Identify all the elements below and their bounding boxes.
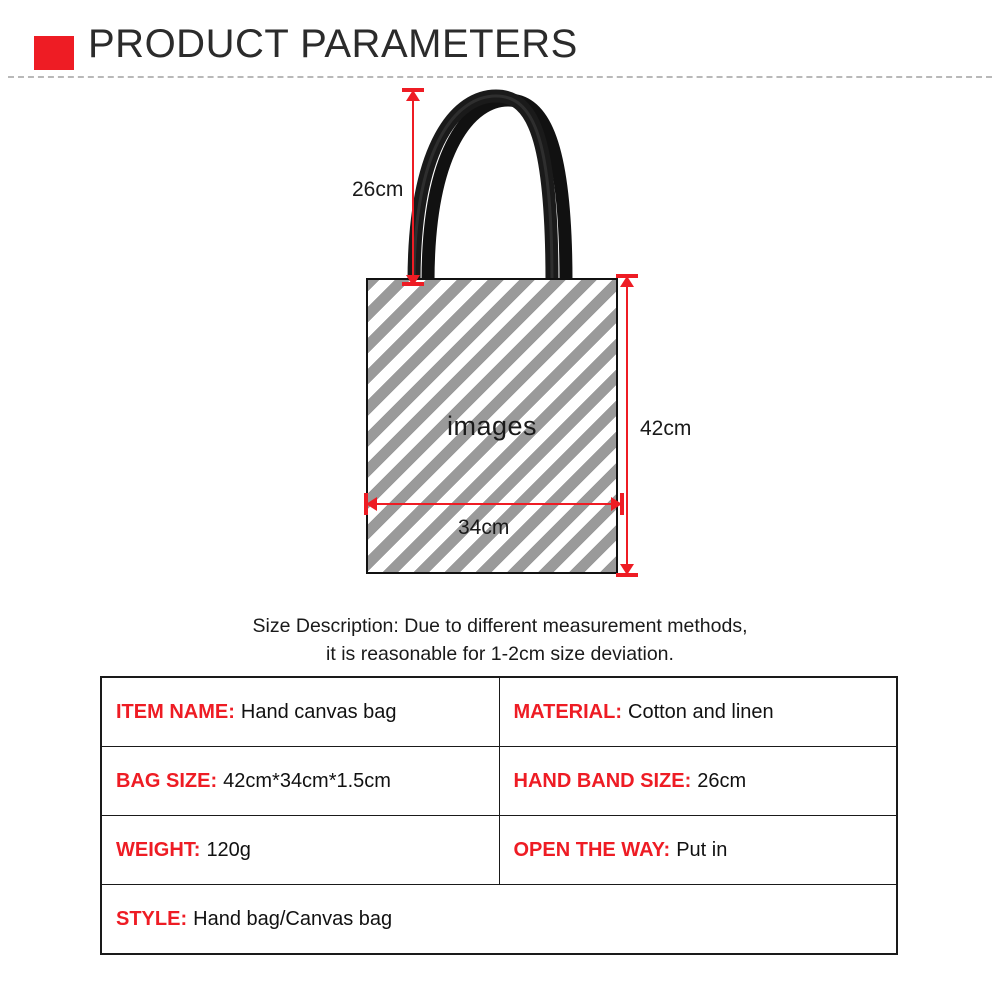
spec-key-item-name: ITEM NAME: (116, 700, 235, 723)
handle-measure-cap-bottom (402, 282, 424, 286)
table-row (101, 816, 897, 885)
spec-key-weight: WEIGHT: (116, 838, 201, 861)
table-row (101, 747, 897, 816)
red-square-marker-icon (34, 36, 74, 70)
spec-value-open-the-way: Put in (676, 838, 728, 861)
spec-value-hand-band-size: 26cm (697, 769, 747, 792)
handle-measure-cap-top (402, 88, 424, 92)
page-header (0, 0, 1000, 78)
page-title: PRODUCT PARAMETERS (88, 22, 578, 66)
spec-cell-weight (101, 816, 499, 885)
spec-value-bag-size: 42cm*34cm*1.5cm (223, 769, 391, 792)
width-measure-label: 34cm (458, 516, 510, 539)
bag-print-label: images (446, 410, 538, 441)
spec-key-open-the-way: OPEN THE WAY: (513, 838, 671, 861)
width-measure-cap-right (620, 493, 624, 515)
spec-value-item-name: Hand canvas bag (240, 700, 397, 723)
spec-value-weight: 120g (206, 838, 251, 861)
bag-handle-illustration (400, 86, 590, 286)
spec-cell-style (101, 885, 897, 955)
handle-measure-line (412, 98, 414, 286)
spec-value-style: Hand bag/Canvas bag (193, 907, 393, 930)
height-measure-label: 42cm (640, 417, 692, 440)
size-description-line-2: it is reasonable for 1-2cm size deviation. (326, 643, 674, 665)
width-measure-line (374, 503, 618, 505)
spec-cell-hand-band-size (499, 747, 897, 816)
size-description-line-1: Size Description: Due to different measurement methods, (252, 615, 748, 637)
spec-key-bag-size: BAG SIZE: (116, 769, 218, 792)
spec-cell-item-name (101, 677, 499, 747)
spec-value-material: Cotton and linen (628, 700, 774, 723)
handle-measure-label: 26cm (352, 178, 404, 201)
table-row (101, 885, 897, 955)
spec-key-hand-band-size: HAND BAND SIZE: (513, 769, 692, 792)
spec-cell-material (499, 677, 897, 747)
height-measure-line (626, 284, 628, 574)
height-measure-cap-bottom (616, 573, 638, 577)
spec-cell-open-the-way (499, 816, 897, 885)
width-measure-cap-left (364, 493, 368, 515)
size-description (0, 612, 1000, 668)
spec-key-material: MATERIAL: (513, 700, 622, 723)
spec-cell-bag-size (101, 747, 499, 816)
product-diagram (0, 78, 1000, 618)
spec-table (100, 676, 898, 955)
spec-key-style: STYLE: (116, 907, 188, 930)
height-measure-cap-top (616, 274, 638, 278)
table-row (101, 677, 897, 747)
